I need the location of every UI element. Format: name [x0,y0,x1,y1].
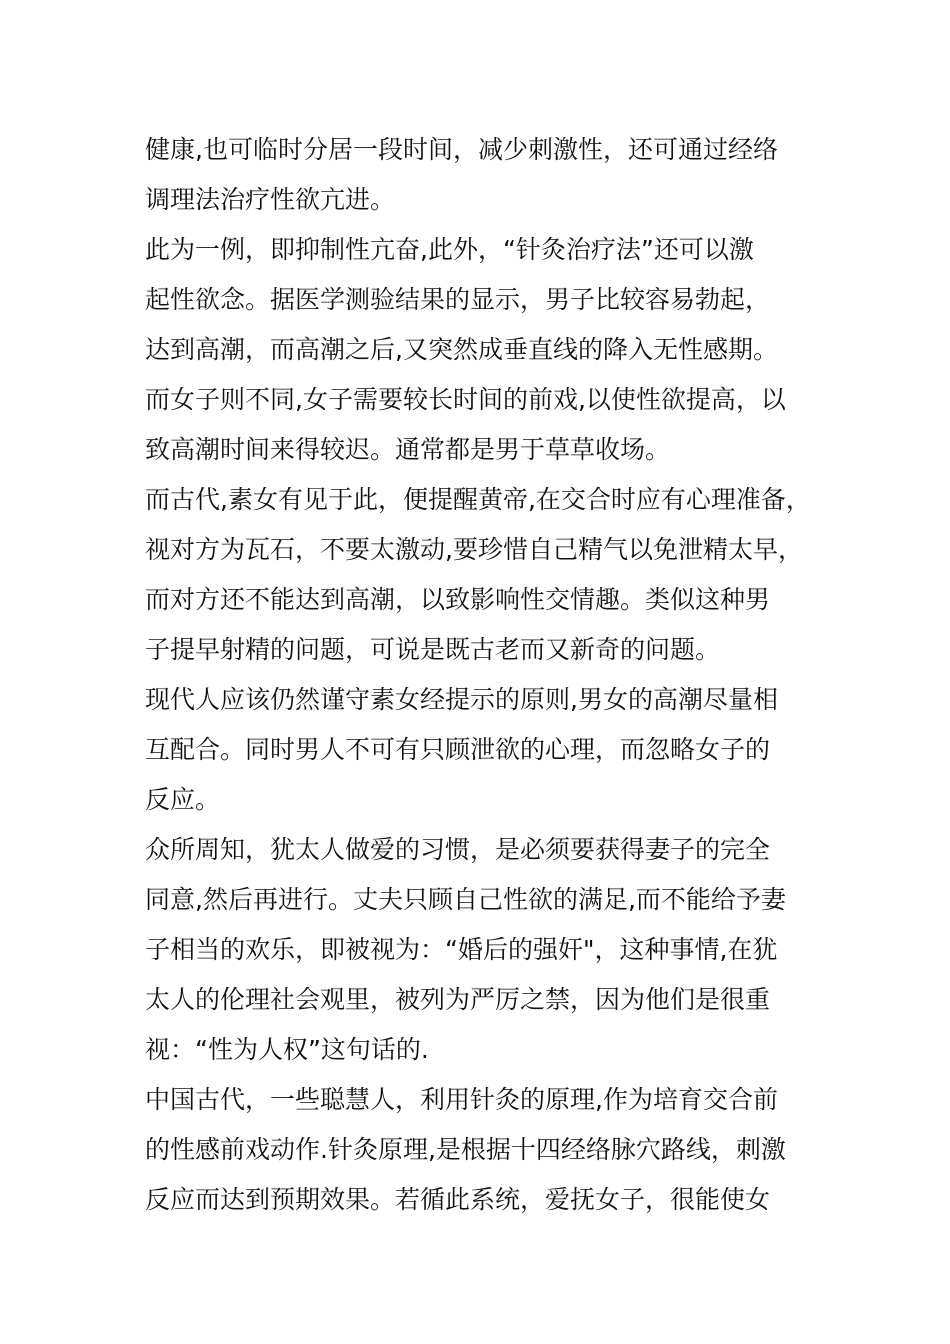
text-line: 众所周知，犹太人做爱的习惯，是必须要获得妻子的完全 [145,835,771,864]
text-line: 现代人应该仍然谨守素女经提示的原则,男女的高潮尽量相 [145,685,778,714]
text-line: 中国古代，一些聪慧人，利用针灸的原理,作为培育交合前 [145,1085,778,1114]
text-line: 子提早射精的问题，可说是既古老而又新奇的问题。 [145,635,721,664]
text-line: 反应。 [145,785,221,814]
text-line: 起性欲念。据医学测验结果的显示，男子比较容易勃起， [145,285,771,314]
text-line: 子相当的欢乐，即被视为：“婚后的强奸"，这种事情,在犹 [145,935,778,964]
text-line: 调理法治疗性欲亢进。 [145,185,396,214]
body-text [145,125,825,1225]
text-line: 健康,也可临时分居一段时间，减少刺激性，还可通过经络 [145,135,778,164]
text-line: 反应而达到预期效果。若循此系统，爱抚女子，很能使女 [145,1185,771,1214]
text-line: 达到高潮，而高潮之后,又突然成垂直线的降入无性感期。 [145,335,778,364]
text-line: 的性感前戏动作.针灸原理,是根据十四经络脉穴路线，刺激 [145,1135,786,1164]
text-line: 而古代,素女有见于此，便提醒黄帝,在交合时应有心理准备， [145,485,811,514]
text-line: 而对方还不能达到高潮，以致影响性交情趣。类似这种男 [145,585,771,614]
text-line: 太人的伦理社会观里，被列为严厉之禁，因为他们是很重 [145,985,771,1014]
text-line: 此为一例，即抑制性亢奋,此外，“针灸治疗法”还可以激 [145,235,754,264]
text-line: 互配合。同时男人不可有只顾泄欲的心理，而忽略女子的 [145,735,771,764]
text-line: 而女子则不同,女子需要较长时间的前戏,以使性欲提高，以 [145,385,786,414]
text-line: 视对方为瓦石，不要太激动,要珍惜自己精气以免泄精太早， [145,535,803,564]
text-line: 视：“性为人权”这句话的. [145,1035,429,1064]
text-line: 同意,然后再进行。丈夫只顾自己性欲的满足,而不能给予妻 [145,885,786,914]
text-line: 致高潮时间来得较迟。通常都是男于草草收场。 [145,435,671,464]
